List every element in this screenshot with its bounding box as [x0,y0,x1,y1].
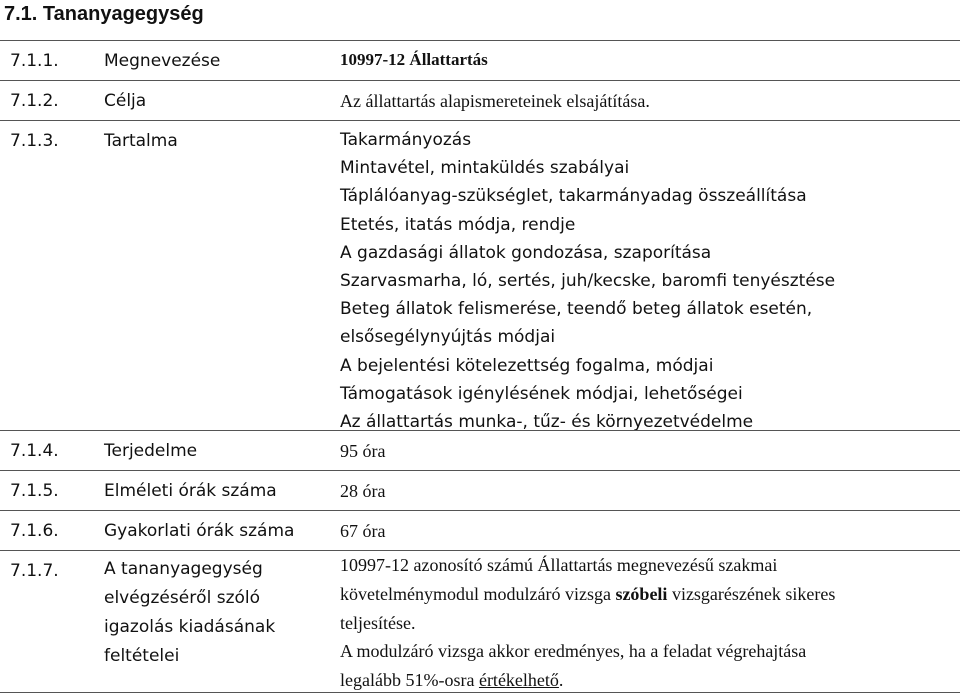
row-label: Célja [104,91,147,111]
row-label [104,555,324,671]
content-item: Szarvasmarha, ló, sertés, juh/kecske, baromfi tenyésztése [340,271,836,292]
content-item: Takarmányozás [340,130,472,150]
row-number: 7.1.4. [10,441,59,461]
condition-text: . [558,670,564,691]
row-label: Terjedelme [104,441,198,461]
label-line: elvégzéséről szóló [104,588,261,608]
row-value: 28 óra [340,481,386,501]
content-item: Támogatások igénylésének módjai, lehetőségei [340,383,743,404]
condition-line: 10997-12 azonosító számú Állattartás megnevezésű szakmai [340,555,778,575]
row-number: 7.1.3. [10,131,59,151]
row-number: 7.1.2. [10,91,59,111]
condition-line [340,666,955,695]
row-gyakorlati-orak [0,510,960,551]
label-line: feltételei [104,646,180,666]
row-celja [0,80,960,121]
condition-underlined: értékelhető [478,670,559,691]
row-megnevezes [0,40,960,81]
row-label: Tartalma [104,131,178,151]
row-number: 7.1.7. [10,561,59,581]
section-heading: 7.1. Tananyagegység [4,3,204,25]
condition-text: vizsgarészének sikeres [667,583,836,604]
content-item: elsősegélynyújtás módjai [340,327,556,348]
row-igazolas-feltetelei [0,550,960,693]
row-value: 67 óra [340,521,386,541]
condition-text: legalább 51%-osra [340,670,479,691]
row-number: 7.1.5. [10,481,59,501]
condition-line: teljesítése. [340,612,416,633]
condition-text: követelménymodul modulzáró vizsga [340,583,616,604]
row-label: Gyakorlati órák száma [104,521,295,541]
row-value: Az állattartás alapismereteinek elsajátítása. [340,91,650,111]
completion-conditions [340,551,955,695]
row-value: 10997-12 Állattartás [340,50,488,69]
row-label: Elméleti órák száma [104,481,277,501]
content-item: Beteg állatok felismerése, teendő beteg állatok esetén, [340,299,813,320]
row-terjedelme [0,430,960,471]
content-list [340,126,955,436]
condition-line: A modulzáró vizsga akkor eredményes, ha a feladat végrehajtása [340,641,807,662]
label-line: A tananyagegység [104,559,263,579]
condition-line [340,580,955,609]
row-number: 7.1.1. [10,51,59,71]
row-elmeleti-orak [0,470,960,511]
content-item: Etetés, itatás módja, rendje [340,214,576,235]
row-label: Megnevezése [104,51,221,71]
row-tartalma [0,120,960,431]
row-number: 7.1.6. [10,521,59,541]
content-item: Mintavétel, mintaküldés szabályai [340,158,630,179]
condition-emphasis: szóbeli [615,583,668,604]
label-line: igazolás kiadásának [104,617,276,637]
content-item: A bejelentési kötelezettség fogalma, módjai [340,355,714,376]
row-value: 95 óra [340,441,386,461]
content-item: A gazdasági állatok gondozása, szaporítása [340,242,712,263]
content-item: Táplálóanyag-szükséglet, takarmányadag összeállítása [340,186,807,207]
content-item: Az állattartás munka-, tűz- és környezetvédelme [340,412,754,433]
